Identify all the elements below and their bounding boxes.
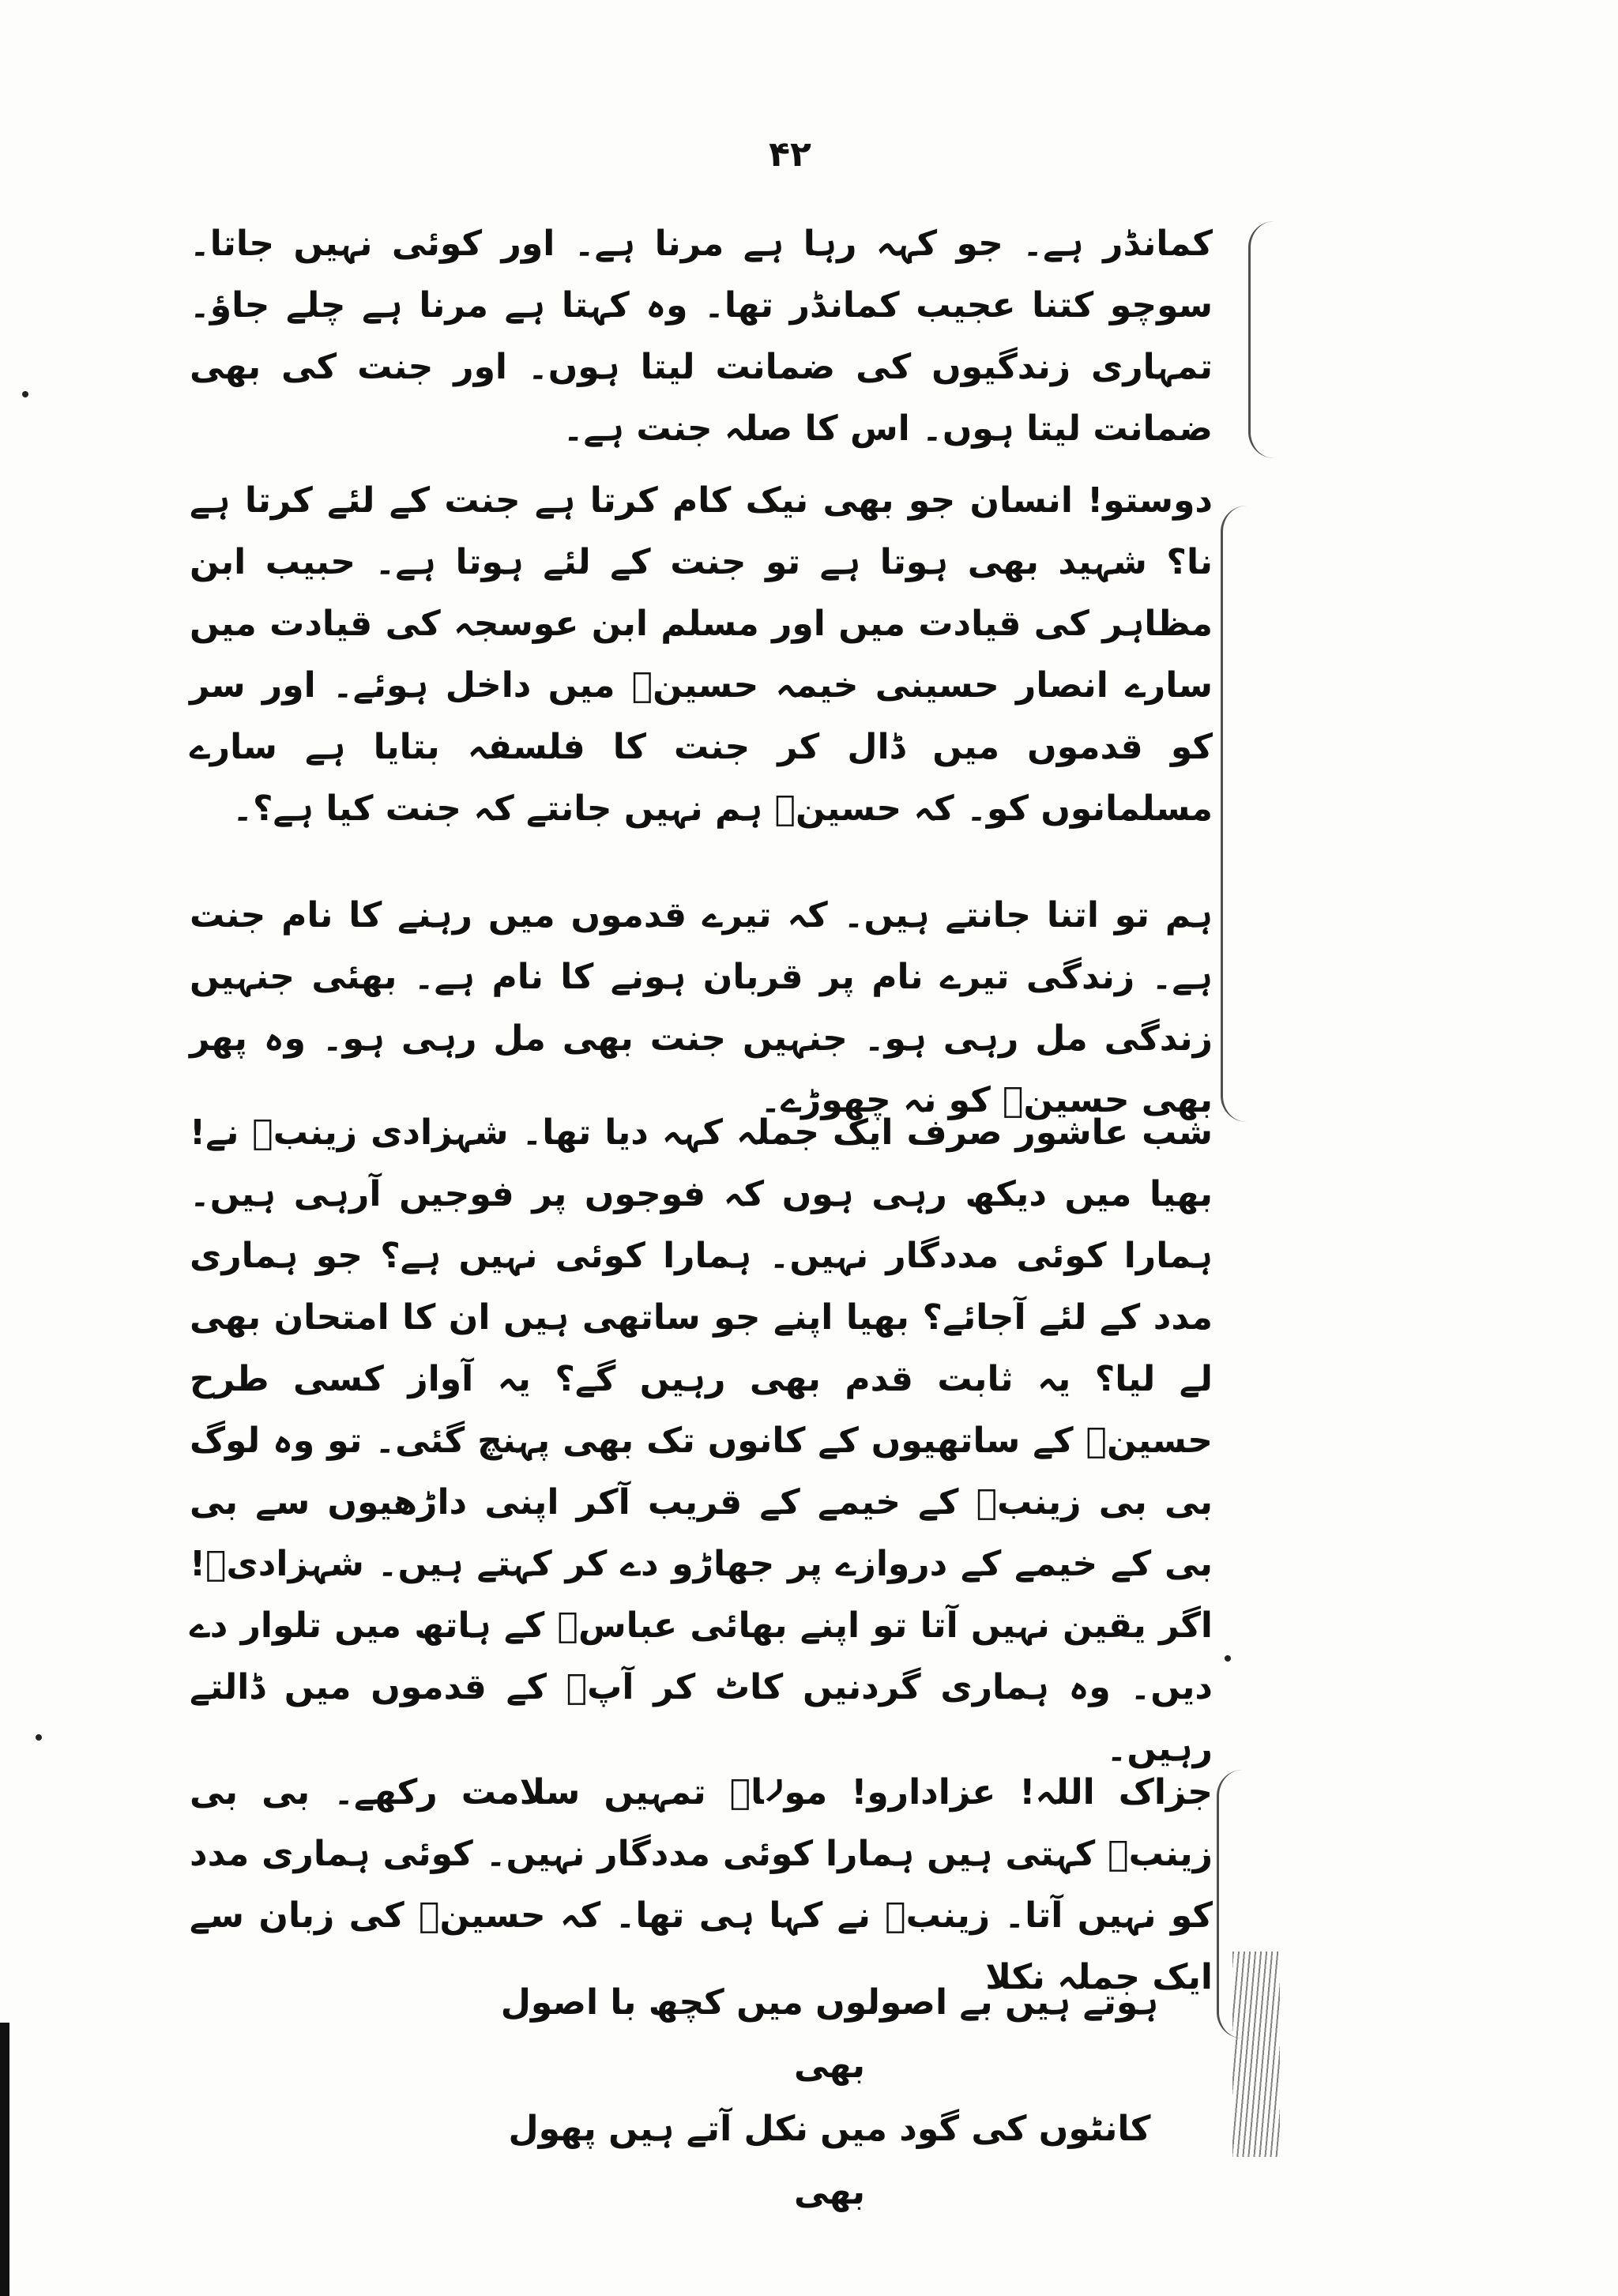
paragraph-2 [190,470,1213,840]
page-number: ۴۲ [769,134,811,175]
margin-bracket-mark [1248,221,1274,458]
scan-edge-shadow [0,2023,9,2296]
scan-speck [36,1734,42,1741]
scan-speck [1225,1655,1231,1662]
paragraph-text: ہم تو اتنا جانتے ہیں۔ کہ تیرے قدموں میں رہنے کا نام جنت ہے۔ زندگی تیرے نام پر قربان ہونے کا نام ہے۔ بھئی جنہیں زندگی مل رہی ہو۔ جنہیں جنت بھی مل رہی ہو۔ وہ پھر بھی حسینؑ کو نہ چھوڑے۔ [190,895,1213,1120]
couplet-line-1: ہوتے ہیں بے اصولوں میں کچھ با اصول بھی [500,1982,1159,2086]
couplet [490,1971,1169,2224]
scan-speck [22,391,28,397]
paragraph-3 [190,885,1213,1131]
margin-bracket-mark [1221,506,1247,1122]
paragraph-text: دوستو! انسان جو بھی نیک کام کرتا ہے جنت کے لئے کرتا ہے نا؟ شہید بھی ہوتا ہے تو جنت کے لئے ہوتا ہے۔ حبیب ابن مظاہر کی قیادت میں اور مسلم ابن عوسجہ کی قیادت میں سارے انصار حسینی خیمہ حسینؑ میں داخل ہوئے۔ اور سر کو قدموں میں ڈال کر جنت کا فلسفہ بتایا ہے سارے مسلمانوں کو۔ کہ حسینؑ ہم نہیں جانتے کہ جنت کیا ہے؟۔ [190,480,1213,829]
paragraph-text: شب عاشور صرف ایک جملہ کہہ دیا تھا۔ شہزادی زینبؑ نے! بھیا میں دیکھ رہی ہوں کہ فوجوں پر فوجیں آرہی ہیں۔ ہمارا کوئی مددگار نہیں۔ ہمارا کوئی نہیں ہے؟ جو ہماری مدد کے لئے آجائے؟ بھیا اپنے جو ساتھی ہیں ان کا امتحان بھی لے لیا؟ یہ ثابت قدم بھی رہیں گے؟ یہ آواز کسی طرح حسینؑ کے ساتھیوں کے کانوں تک بھی پہنچ گئی۔ تو وہ لوگ بی بی زینبؑ کے خیمے کے قریب آکر اپنی داڑھیوں سے بی بی کے خیمے کے دروازے پر جھاڑو دے کر کہتے ہیں۔ شہزادیؑ! اگر یقین نہیں آتا تو اپنے بھائی عباسؑ کے ہاتھ میں تلوار دے دیں۔ وہ ہماری گردنیں کاٹ کر آپؑ کے قدموں میں ڈالتے رہیں۔ [190,1112,1214,1769]
paragraph-1 [190,213,1213,460]
couplet-line-2: کانٹوں کی گود میں نکل آتے ہیں پھول بھی [508,2109,1151,2212]
paragraph-4 [190,1102,1213,1780]
margin-scribble [1232,1952,1280,2157]
paragraph-text: کمانڈر ہے۔ جو کہہ رہا ہے مرنا ہے۔ اور کوئی نہیں جاتا۔ سوچو کتنا عجیب کمانڈر تھا۔ وہ کہتا ہے مرنا ہے چلے جاؤ۔ تمہاری زندگیوں کی ضمانت لیتا ہوں۔ اور جنت کی بھی ضمانت لیتا ہوں۔ اس کا صلہ جنت ہے۔ [190,224,1213,449]
paragraph-text: جزاک اللہ! عزادارو! مولاؑ تمہیں سلامت رکھے۔ بی بی زینبؑ کہتی ہیں ہمارا کوئی مددگار نہیں۔ کوئی ہماری مدد کو نہیں آتا۔ زینبؑ نے کہا ہی تھا۔ کہ حسینؑ کی زبان سے ایک جملہ نکلا [190,1772,1213,1997]
